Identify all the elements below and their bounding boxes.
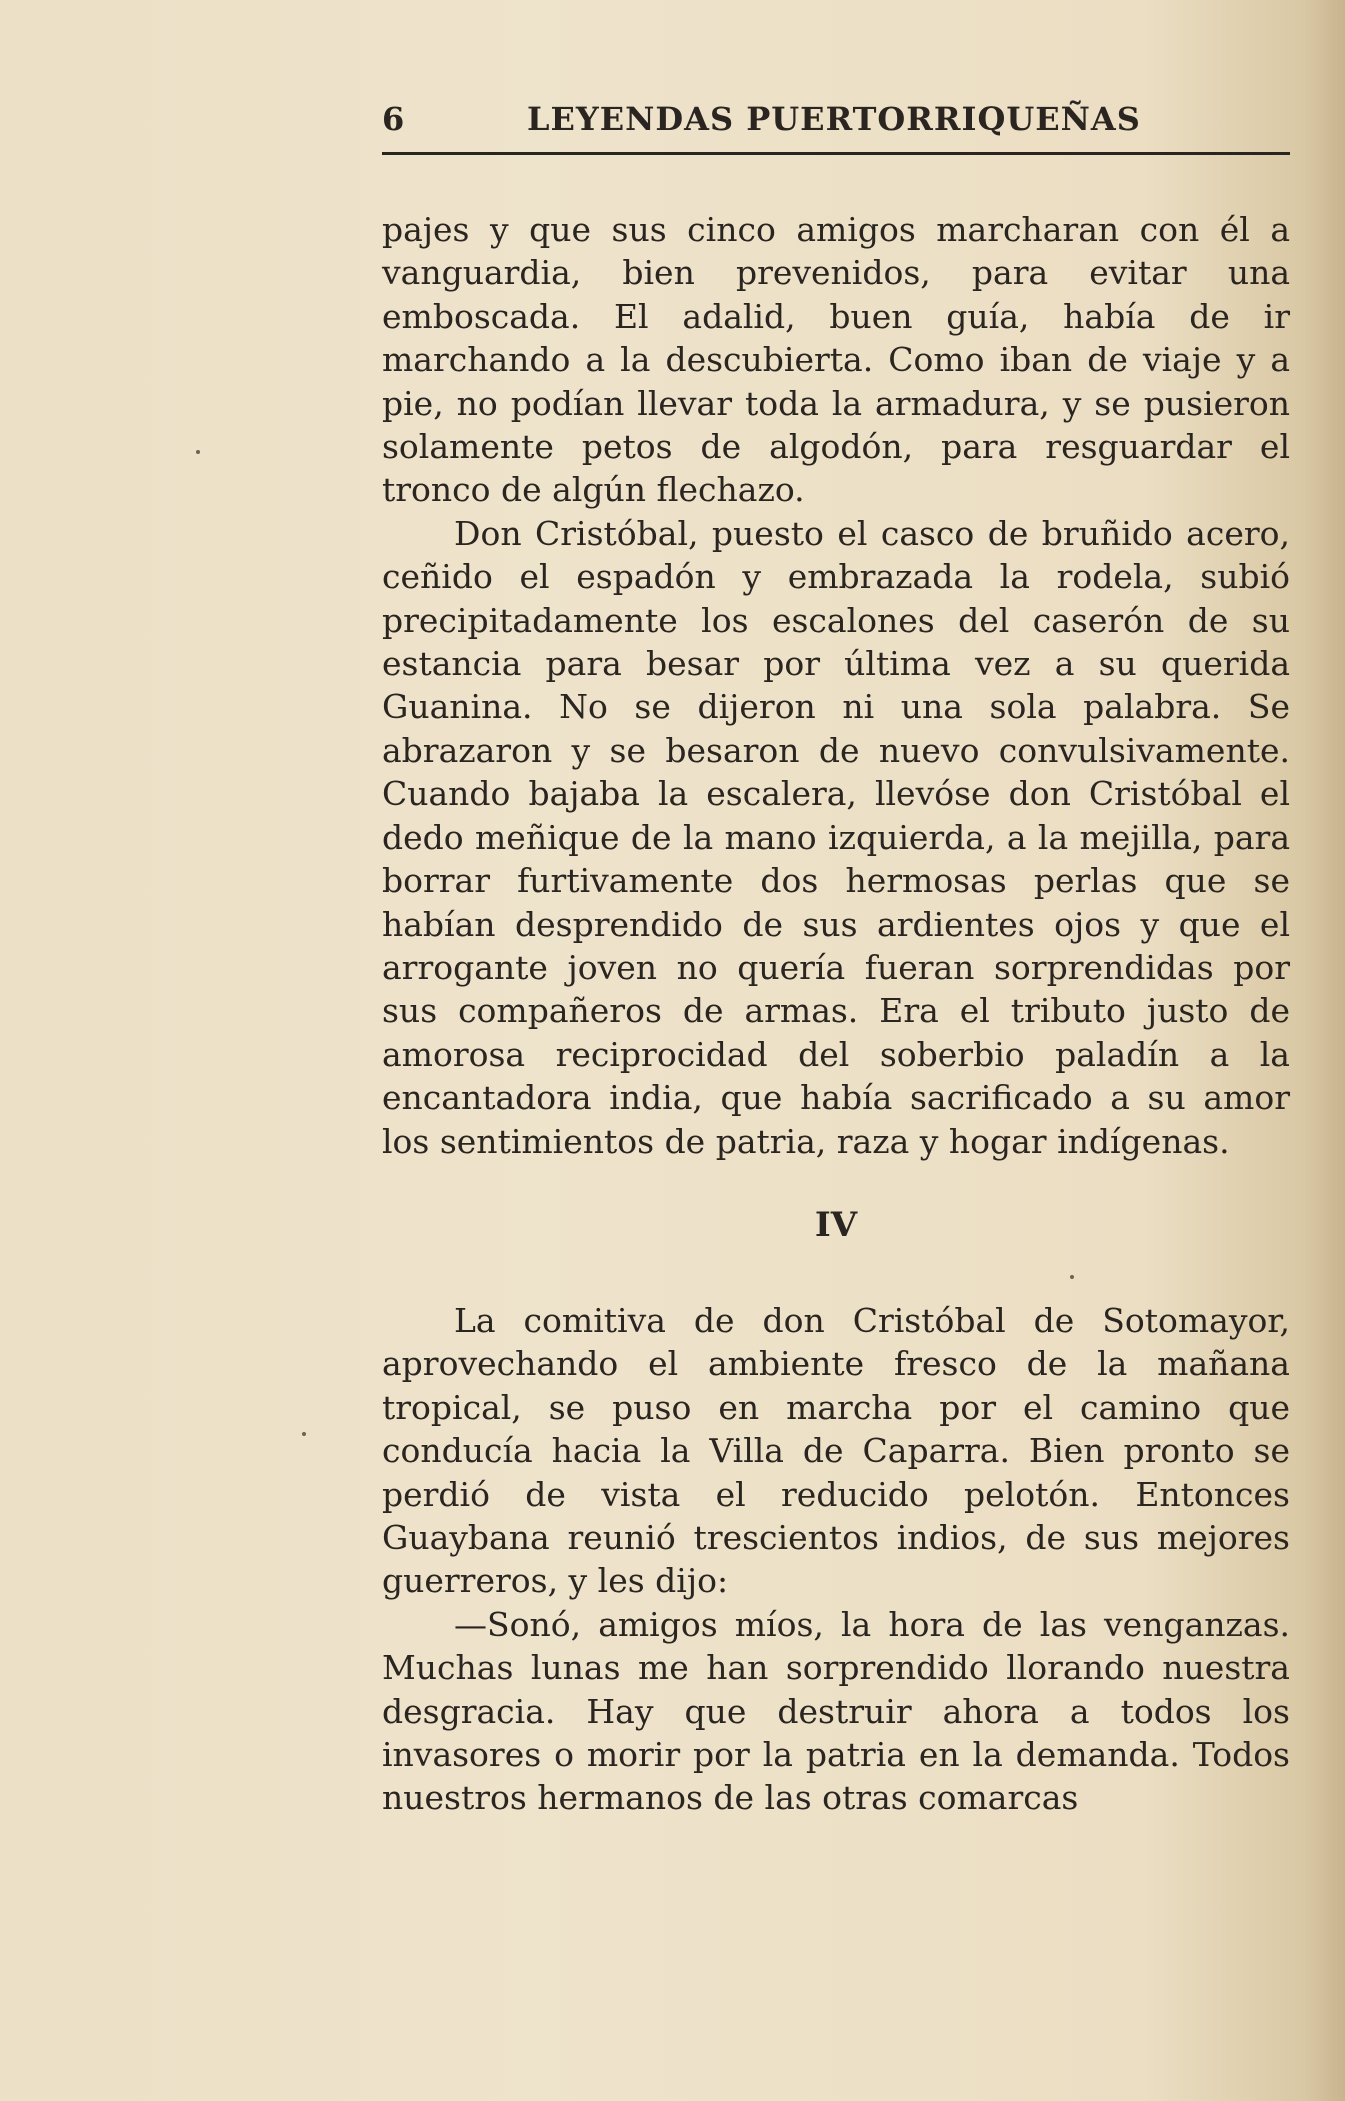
book-page — [382, 100, 1290, 1818]
paper-speck — [302, 1432, 306, 1436]
running-title: LEYENDAS PUERTORRIQUEÑAS — [527, 100, 1141, 138]
page-number: 6 — [382, 100, 406, 138]
body-text — [382, 208, 1290, 1820]
header-rule — [382, 152, 1290, 155]
paper-speck — [196, 450, 200, 454]
paragraph: La comitiva de don Cristóbal de Sotomayor, aprovechando el ambiente fresco de la mañana tropical, se puso en marcha por el camino que conducía hacia la Villa de Caparra. Bien pronto se perdió de vista el reducido pelotón. Entonces Guaybana reunió trescientos indios, de sus mejores guerreros, y les dijo: — [382, 1300, 1290, 1601]
paragraph: —Sonó, amigos míos, la hora de las venganzas. Muchas lunas me han sorprendido llorando nuestra desgracia. Hay que destruir ahora a todos los invasores o morir por la patria en la demanda. Todos nuestros hermanos de las otras comarcas — [382, 1604, 1290, 1818]
paragraph: Don Cristóbal, puesto el casco de bruñido acero, ceñido el espadón y embrazada la rodela, subió precipitadamente los escalones del caserón de su estancia para besar por última vez a su querida Guanina. No se dijeron ni una sola palabra. Se abrazaron y se besaron de nuevo convulsivamente. Cuando bajaba la escalera, llevóse don Cristóbal el dedo meñique de la mano izquierda, a la mejilla, para borrar furtivamente dos hermosas perlas que se habían desprendido de sus ardientes ojos y que el arrogante joven no quería fueran sorprendidas por sus compañeros de armas. Era el tributo justo de amorosa reciprocidad del soberbio paladín a la encantadora india, que había sacrificado a su amor los sentimientos de patria, raza y hogar indígenas. — [382, 513, 1290, 1161]
section-heading: IV — [814, 1204, 858, 1245]
paper-speck — [1070, 1275, 1074, 1279]
page-header — [382, 100, 1290, 144]
paragraph: pajes y que sus cinco amigos marcharan con él a vanguardia, bien prevenidos, para evitar una emboscada. El adalid, buen guía, había de ir marchando a la descubierta. Como iban de viaje y a pie, no podían llevar toda la armadura, y se pusieron solamente petos de algodón, para resguardar el tronco de algún flechazo. — [382, 210, 1290, 510]
